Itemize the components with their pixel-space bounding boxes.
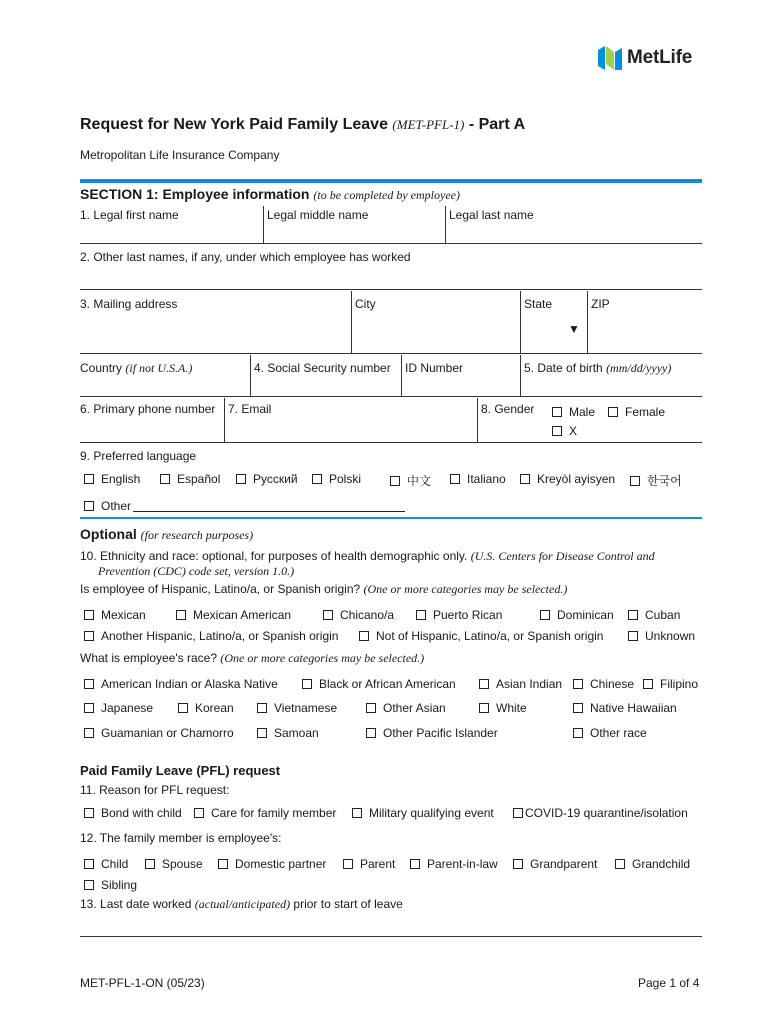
option-label: Grandchild [632, 857, 691, 871]
divider [587, 291, 588, 353]
q10-label [80, 549, 655, 564]
option-label: Parent [360, 857, 396, 871]
checkbox-icon [479, 679, 489, 689]
checkbox-icon [390, 476, 400, 486]
middle-name-label: Legal middle name [267, 208, 369, 222]
checkbox-icon [608, 407, 618, 417]
gender-female-checkbox[interactable] [608, 405, 665, 419]
relation-spouse-checkbox[interactable] [145, 857, 203, 871]
q12-label: 12. The family member is employee's: [80, 831, 282, 845]
option-label: Other race [590, 726, 647, 740]
checkbox-icon [302, 679, 312, 689]
option-label: Chicano/a [340, 608, 395, 622]
checkbox-icon [312, 474, 322, 484]
reason-care-checkbox[interactable] [194, 806, 336, 820]
option-label: COVID-19 quarantine/isolation [525, 806, 688, 820]
option-label: Mexican American [193, 608, 292, 622]
checkbox-icon [552, 426, 562, 436]
checkbox-icon [343, 859, 353, 869]
other-names-input[interactable] [80, 262, 702, 288]
q10-note-1: (U.S. Centers for Disease Control and [470, 549, 655, 563]
option-label: Black or African American [319, 677, 456, 691]
option-label: Unknown [645, 629, 696, 643]
option-label: Military qualifying event [369, 806, 494, 820]
checkbox-icon [479, 703, 489, 713]
zip-label: ZIP [591, 297, 610, 311]
lang-espanol-checkbox[interactable] [160, 472, 220, 486]
checkbox-icon [84, 474, 94, 484]
q11-label: 11. Reason for PFL request: [80, 783, 230, 797]
option-label: X [569, 424, 578, 438]
metlife-logo [598, 46, 692, 70]
section1-title: SECTION 1: Employee information [80, 186, 310, 202]
dob-label [524, 361, 671, 376]
form-code-inline: (MET-PFL-1) [392, 117, 465, 132]
brand-name: MetLife [627, 47, 693, 68]
lang-english-checkbox[interactable] [84, 472, 140, 486]
race-asian-indian-checkbox[interactable] [479, 677, 562, 691]
option-label: Other [101, 499, 132, 513]
q13-text-end: prior to start of leave [293, 897, 403, 911]
divider [80, 396, 702, 397]
option-label: Sibling [101, 878, 138, 892]
checkbox-icon [513, 808, 523, 818]
checkbox-icon [84, 501, 94, 511]
race-other-asian-checkbox[interactable] [366, 701, 446, 715]
mailing-address-label: 3. Mailing address [80, 297, 178, 311]
last-name-label: Legal last name [449, 208, 534, 222]
option-label: Polski [329, 472, 362, 486]
checkbox-icon [359, 631, 369, 641]
divider [80, 289, 702, 290]
hispanic-mexican-checkbox[interactable] [84, 608, 146, 622]
option-label: Bond with child [101, 806, 182, 820]
checkbox-icon [84, 679, 94, 689]
checkbox-icon [236, 474, 246, 484]
option-label: Other Asian [383, 701, 446, 715]
checkbox-icon [84, 631, 94, 641]
title-main: Request for New York Paid Family Leave [80, 116, 388, 133]
option-label: Cuban [645, 608, 681, 622]
optional-heading [80, 526, 253, 543]
divider [520, 355, 521, 396]
race-black-checkbox[interactable] [302, 677, 456, 691]
hispanic-chicano-checkbox[interactable] [323, 608, 394, 622]
reason-bond-checkbox[interactable] [84, 806, 182, 820]
checkbox-icon [352, 808, 362, 818]
race-other-pacific-checkbox[interactable] [366, 726, 498, 740]
divider [224, 398, 225, 442]
checkbox-icon [630, 476, 640, 486]
race-korean-checkbox[interactable] [178, 701, 234, 715]
company-name: Metropolitan Life Insurance Company [80, 148, 280, 162]
lang-kreyol-checkbox[interactable] [520, 472, 615, 486]
country-note: (if not U.S.A.) [125, 361, 193, 375]
checkbox-icon [176, 610, 186, 620]
lang-korean-checkbox[interactable] [630, 472, 682, 489]
country-label [80, 361, 192, 376]
divider [80, 936, 702, 937]
divider [520, 291, 521, 353]
option-label: Male [569, 405, 596, 419]
lang-russian-checkbox[interactable] [236, 472, 298, 486]
option-label: Filipino [660, 677, 699, 691]
divider [250, 355, 251, 396]
option-label: Care for family member [211, 806, 337, 820]
race-filipino-checkbox[interactable] [643, 677, 698, 691]
checkbox-icon [84, 859, 94, 869]
divider [80, 353, 702, 354]
hispanic-cuban-checkbox[interactable] [628, 608, 680, 622]
race-vietnamese-checkbox[interactable] [257, 701, 337, 715]
option-label: 中文 [407, 474, 432, 488]
optional-title: Optional [80, 526, 137, 542]
gender-x-checkbox[interactable] [552, 424, 577, 438]
divider [80, 243, 702, 244]
checkbox-icon [84, 808, 94, 818]
option-label: 한국어 [647, 474, 682, 488]
country-text: Country [80, 361, 123, 375]
checkbox-icon [573, 679, 583, 689]
option-label: Grandparent [530, 857, 598, 871]
lang-polish-checkbox[interactable] [312, 472, 361, 486]
checkbox-icon [615, 859, 625, 869]
race-text: What is employee's race? [80, 651, 218, 665]
option-label: Русский [253, 472, 298, 486]
hispanic-question [80, 582, 567, 597]
relation-grandchild-checkbox[interactable] [615, 857, 690, 871]
dob-note: (mm/dd/yyyy) [606, 361, 672, 375]
last-date-worked-input[interactable] [80, 912, 702, 936]
option-label: Samoan [274, 726, 319, 740]
lang-other-input[interactable] [133, 499, 405, 512]
option-label: Spouse [162, 857, 203, 871]
lang-chinese-checkbox[interactable] [390, 472, 431, 489]
relation-child-checkbox[interactable] [84, 857, 128, 871]
id-number-label: ID Number [405, 361, 464, 375]
checkbox-icon [416, 610, 426, 620]
divider [80, 442, 702, 443]
section1-note: (to be completed by employee) [313, 188, 460, 202]
option-label: Italiano [467, 472, 506, 486]
hispanic-note: (One or more categories may be selected.) [363, 582, 568, 596]
title-separator: - [464, 116, 479, 133]
option-label: Domestic partner [235, 857, 327, 871]
q10-note-2: Prevention (CDC) code set, version 1.0.) [98, 564, 295, 578]
option-label: Puerto Rican [433, 608, 503, 622]
relation-sibling-checkbox[interactable] [84, 878, 137, 892]
first-name-label: 1. Legal first name [80, 208, 179, 222]
option-label: Japanese [101, 701, 154, 715]
option-label: Child [101, 857, 129, 871]
option-label: Native Hawaiian [590, 701, 677, 715]
reason-military-checkbox[interactable] [352, 806, 494, 820]
option-label: Not of Hispanic, Latino/a, or Spanish origin [376, 629, 604, 643]
relation-grandparent-checkbox[interactable] [513, 857, 597, 871]
option-label: Kreyòl ayisyen [537, 472, 616, 486]
other-names-label: 2. Other last names, if any, under which employee has worked [80, 250, 411, 264]
option-label: Dominican [557, 608, 614, 622]
option-label: Chinese [590, 677, 635, 691]
gender-label: 8. Gender [481, 402, 535, 416]
option-label: Another Hispanic, Latino/a, or Spanish origin [101, 629, 339, 643]
option-label: Korean [195, 701, 234, 715]
option-label: White [496, 701, 527, 715]
page-title [80, 116, 525, 134]
hispanic-unknown-checkbox[interactable] [628, 629, 695, 643]
state-dropdown-arrow-icon[interactable]: ▼ [568, 322, 580, 336]
race-samoan-checkbox[interactable] [257, 726, 319, 740]
option-label: Guamanian or Chamorro [101, 726, 234, 740]
race-japanese-checkbox[interactable] [84, 701, 153, 715]
checkbox-icon [520, 474, 530, 484]
relation-parent-in-law-checkbox[interactable] [410, 857, 498, 871]
race-native-hawaiian-checkbox[interactable] [573, 701, 677, 715]
divider [477, 398, 478, 442]
footer-form-code: MET-PFL-1-ON (05/23) [80, 976, 205, 990]
title-part: Part A [478, 116, 526, 133]
hispanic-text: Is employee of Hispanic, Latino/a, or Spanish origin? [80, 582, 361, 596]
checkbox-icon [218, 859, 228, 869]
race-note: (One or more categories may be selected.) [220, 651, 425, 665]
gender-male-checkbox[interactable] [552, 405, 595, 419]
hispanic-not-checkbox[interactable] [359, 629, 603, 643]
reason-covid-checkbox[interactable] [513, 806, 688, 820]
checkbox-icon [628, 610, 638, 620]
checkbox-icon [366, 728, 376, 738]
race-question [80, 651, 424, 666]
checkbox-icon [323, 610, 333, 620]
relation-parent-checkbox[interactable] [343, 857, 395, 871]
checkbox-icon [643, 679, 653, 689]
q10-text: 10. Ethnicity and race: optional, for purposes of health demographic only. [80, 549, 468, 563]
q13-label [80, 897, 403, 912]
lang-italian-checkbox[interactable] [450, 472, 506, 486]
checkbox-icon [628, 631, 638, 641]
option-label: Female [625, 405, 666, 419]
race-white-checkbox[interactable] [479, 701, 527, 715]
checkbox-icon [410, 859, 420, 869]
divider [351, 291, 352, 353]
relation-domestic-partner-checkbox[interactable] [218, 857, 326, 871]
metlife-logo-icon [598, 46, 622, 70]
checkbox-icon [573, 728, 583, 738]
option-label: Español [177, 472, 221, 486]
checkbox-icon [194, 808, 204, 818]
phone-label: 6. Primary phone number [80, 402, 216, 416]
race-american-indian-checkbox[interactable] [84, 677, 278, 691]
checkbox-icon [257, 703, 267, 713]
section1-divider [80, 179, 702, 183]
hispanic-dominican-checkbox[interactable] [540, 608, 614, 622]
optional-note: (for research purposes) [140, 528, 254, 542]
option-label: American Indian or Alaska Native [101, 677, 278, 691]
checkbox-icon [573, 703, 583, 713]
checkbox-icon [178, 703, 188, 713]
checkbox-icon [145, 859, 155, 869]
email-label: 7. Email [228, 402, 272, 416]
option-label: Mexican [101, 608, 146, 622]
option-label: Parent-in-law [427, 857, 498, 871]
checkbox-icon [552, 407, 562, 417]
option-label: Other Pacific Islander [383, 726, 498, 740]
checkbox-icon [84, 880, 94, 890]
option-label: English [101, 472, 141, 486]
hispanic-another-checkbox[interactable] [84, 629, 338, 643]
city-label: City [355, 297, 376, 311]
checkbox-icon [450, 474, 460, 484]
page-number: Page 1 of 4 [638, 976, 700, 990]
dob-text: 5. Date of birth [524, 361, 603, 375]
checkbox-icon [84, 703, 94, 713]
name-input-row[interactable] [80, 212, 702, 244]
checkbox-icon [366, 703, 376, 713]
checkbox-icon [160, 474, 170, 484]
checkbox-icon [513, 859, 523, 869]
divider [401, 355, 402, 396]
q13-text: 13. Last date worked [80, 897, 192, 911]
race-chinese-checkbox[interactable] [573, 677, 634, 691]
q13-note: (actual/anticipated) [194, 897, 291, 911]
race-other-race-checkbox[interactable] [573, 726, 647, 740]
race-guamanian-checkbox[interactable] [84, 726, 234, 740]
state-label: State [524, 297, 553, 311]
option-label: Asian Indian [496, 677, 563, 691]
section1-heading [80, 186, 460, 203]
checkbox-icon [540, 610, 550, 620]
option-label: Vietnamese [274, 701, 338, 715]
optional-divider [80, 517, 702, 519]
checkbox-icon [84, 728, 94, 738]
hispanic-mexican-american-checkbox[interactable] [176, 608, 291, 622]
pfl-heading: Paid Family Leave (PFL) request [80, 763, 281, 778]
language-label: 9. Preferred language [80, 449, 197, 463]
checkbox-icon [84, 610, 94, 620]
checkbox-icon [257, 728, 267, 738]
lang-other-checkbox[interactable] [84, 499, 405, 513]
ssn-label: 4. Social Security number [254, 361, 391, 375]
hispanic-puerto-rican-checkbox[interactable] [416, 608, 502, 622]
